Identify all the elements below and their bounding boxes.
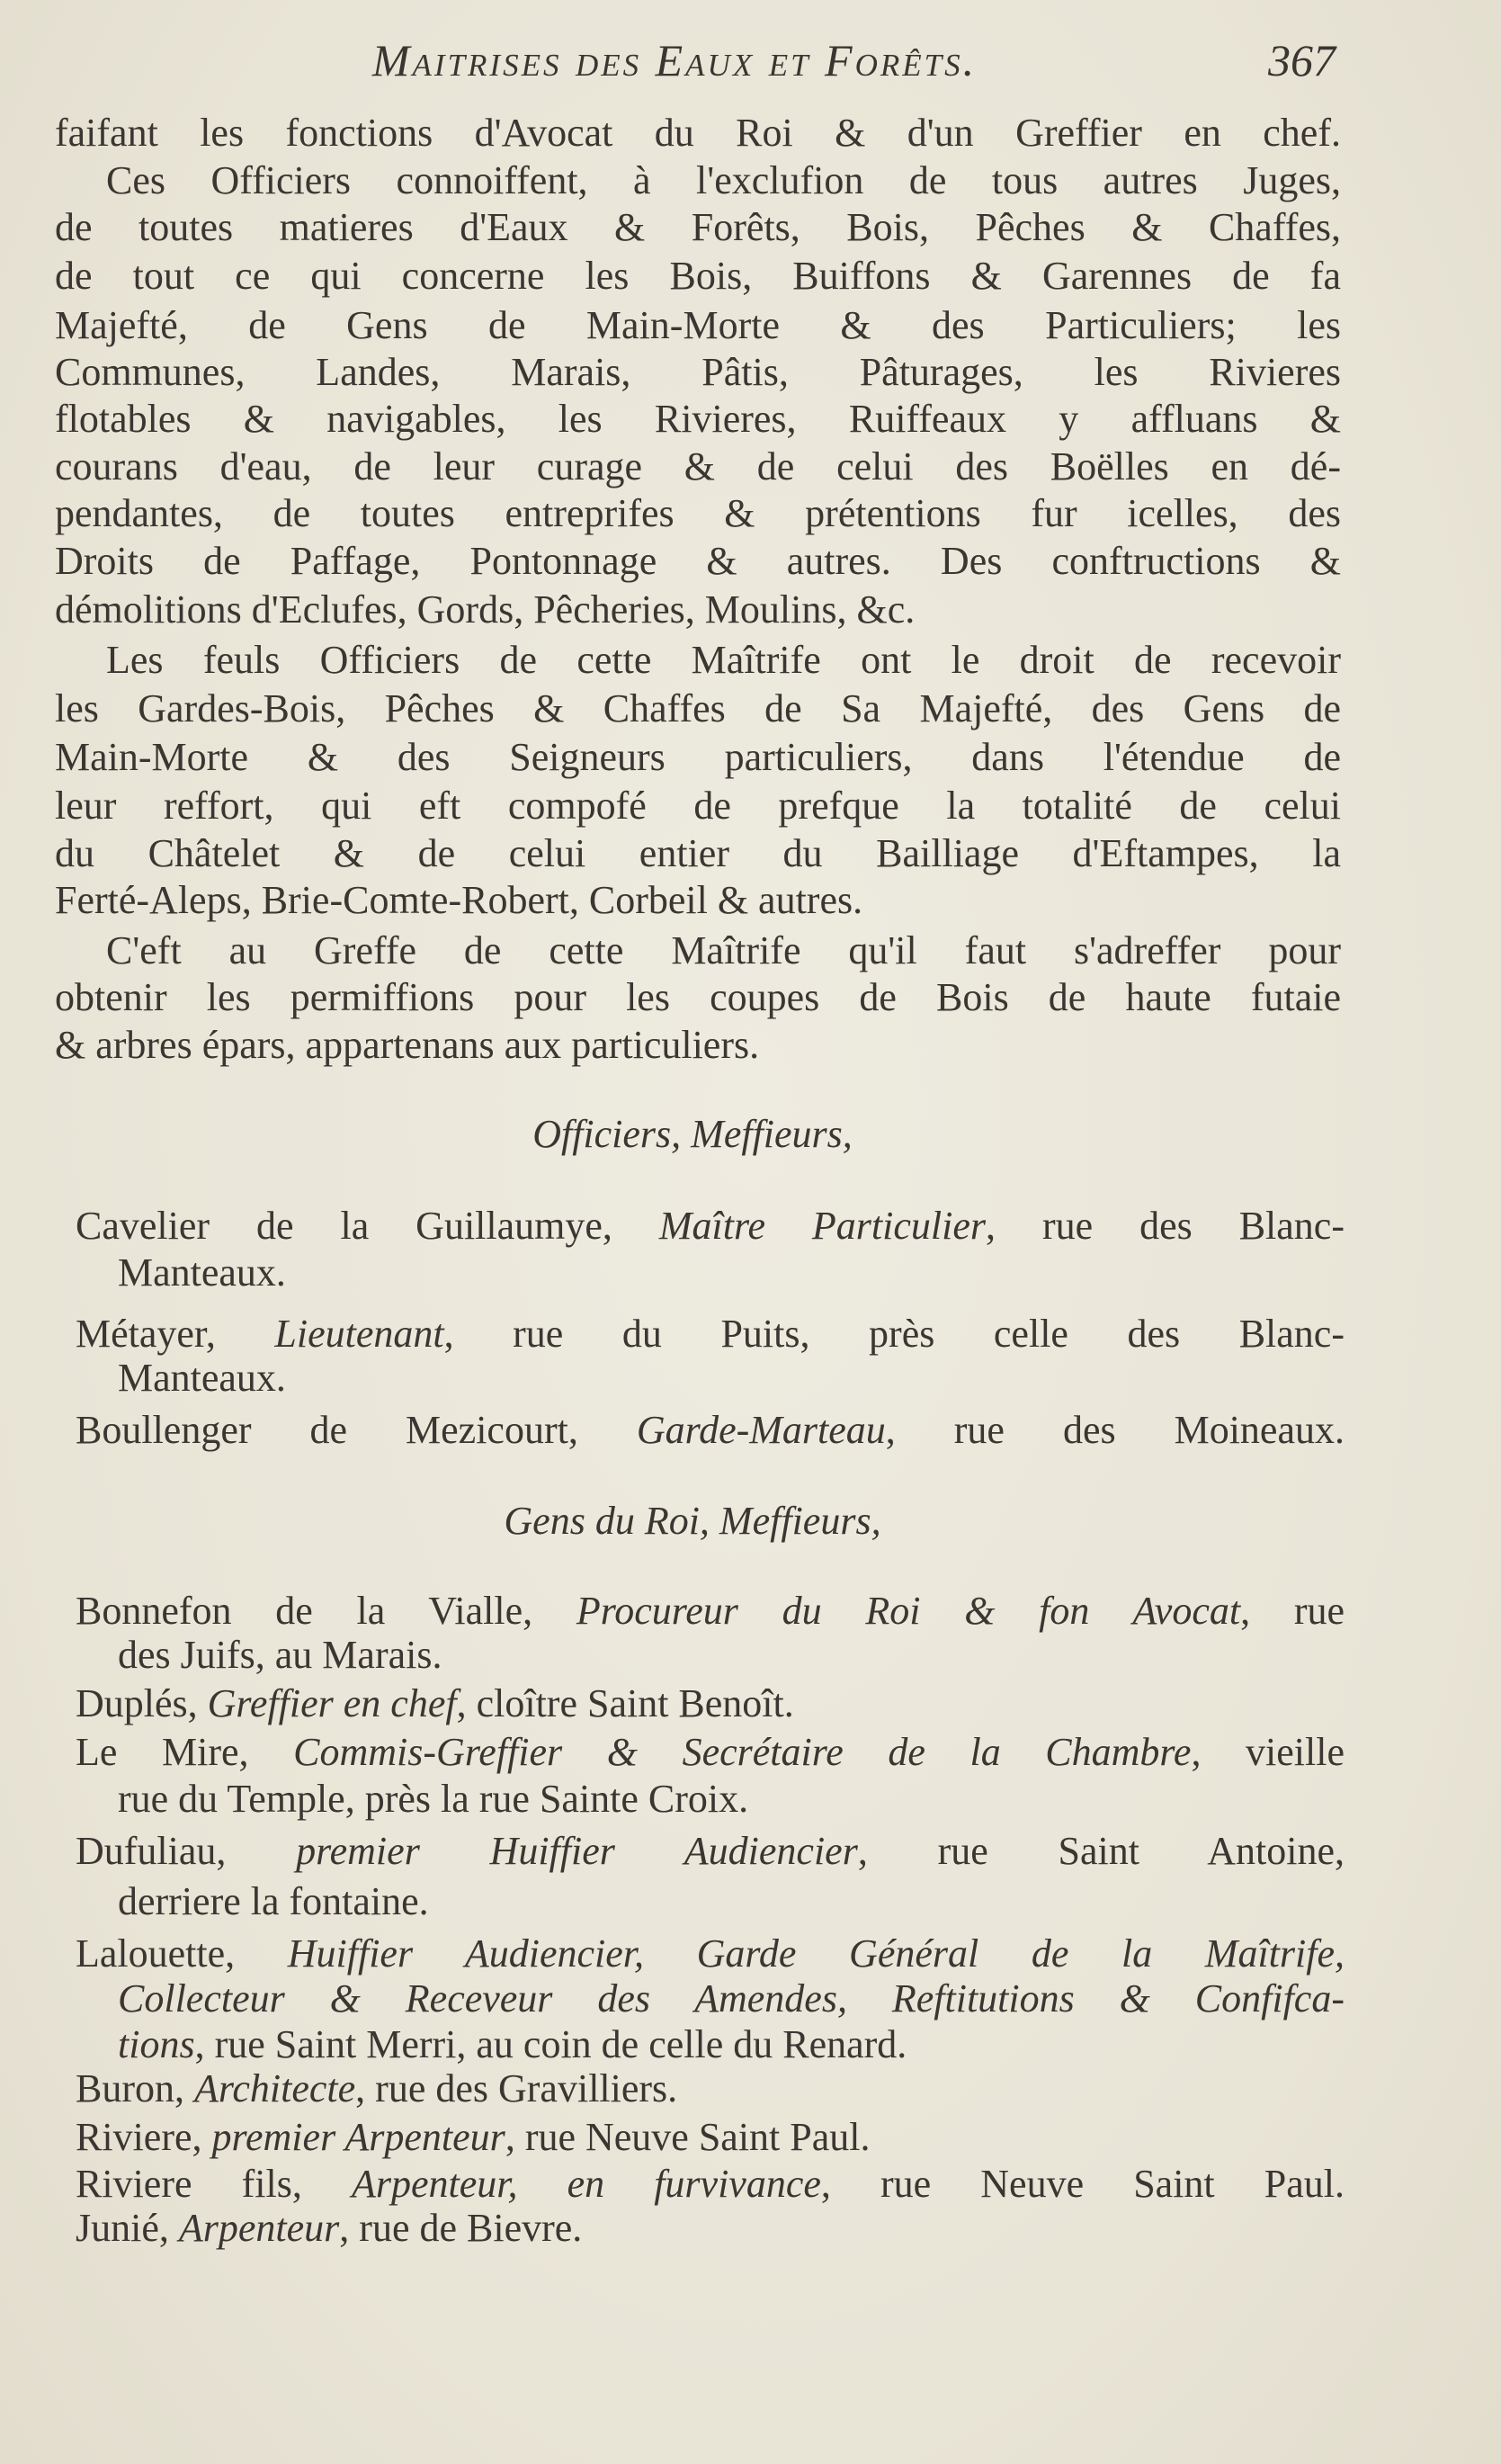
text: & arbres épars, appartenans aux particuliers.: [55, 1023, 760, 1067]
paragraph-line: [55, 303, 1341, 348]
text: , rue du Puits, près celle des Blanc-: [443, 1312, 1345, 1356]
italic-text: Huiffier Audiencier, Garde Général de la Maîtrife,: [287, 1931, 1345, 1976]
text: Les feuls Officiers de cette Maîtrife ont le droit de recevoir: [106, 638, 1341, 682]
text: des Juifs, au Marais.: [118, 1633, 442, 1677]
directory-entry-line: [76, 1204, 1345, 1249]
text: Le Mire,: [76, 1730, 294, 1774]
text: Ces Officiers connoiffent, à l'exclufion de tous autres Juges,: [106, 158, 1341, 202]
text: Cavelier de la Guillaumye,: [76, 1204, 659, 1248]
paragraph-line: [55, 878, 1341, 923]
directory-entry-line: [76, 2162, 1345, 2207]
text: faifant les fonctions d'Avocat du Roi & d'un Greffier en chef.: [55, 111, 1341, 155]
directory-entry-line: [76, 1312, 1345, 1357]
text: , rue des Blanc-: [986, 1204, 1345, 1248]
paragraph-line: [55, 587, 1341, 632]
paragraph-line: [55, 491, 1341, 536]
paragraph-line: [55, 444, 1341, 489]
paragraph-line: [55, 111, 1341, 156]
paragraph-line: [106, 638, 1341, 683]
italic-text: Arpenteur, en furvivance: [351, 2162, 821, 2206]
paragraph-line: [55, 975, 1341, 1020]
text: C'eft au Greffe de cette Maîtrife qu'il faut s'adreffer pour: [106, 928, 1341, 972]
directory-entry-line: [76, 1931, 1345, 1976]
text: rue du Temple, près la rue Sainte Croix.: [118, 1777, 749, 1821]
paragraph-line: [55, 784, 1341, 829]
directory-entry-line: [118, 2022, 1345, 2067]
directory-entry-line: [118, 1976, 1345, 2021]
paragraph-line: [55, 205, 1341, 250]
text: , cloître Saint Benoît.: [456, 1681, 794, 1725]
paragraph-line: [55, 831, 1341, 876]
italic-text: Officiers, Meffieurs,: [532, 1112, 853, 1156]
text: Riviere fils,: [76, 2162, 352, 2206]
text: de tout ce qui concerne les Bois, Buiffons & Garennes de fa: [55, 254, 1341, 298]
italic-text: Garde-Marteau: [636, 1408, 886, 1452]
text: Riviere,: [76, 2115, 212, 2159]
text: Dufuliau,: [76, 1829, 297, 1873]
directory-entry-line: [76, 2115, 1345, 2160]
text: pendantes, de toutes entreprifes & prétentions fur icelles, des: [55, 491, 1341, 535]
paragraph-line: [55, 539, 1341, 584]
directory-entry-line: [118, 1777, 1345, 1822]
text: , vieille: [1191, 1730, 1345, 1774]
text: Bonnefon de la Vialle,: [76, 1589, 576, 1633]
running-header: [0, 34, 1501, 88]
text: courans d'eau, de leur curage & de celui des Boëlles en dé-: [55, 444, 1341, 488]
text: Boullenger de Mezicourt,: [76, 1408, 637, 1452]
text: flotables & navigables, les Rivieres, Ruiffeaux y affluans &: [55, 397, 1341, 441]
text: de toutes matieres d'Eaux & Forêts, Bois, Pêches & Chaffes,: [55, 205, 1341, 249]
running-title: Maitrises des Eaux et Forêts.: [371, 35, 978, 85]
paragraph-line: [55, 350, 1341, 395]
text: Métayer,: [76, 1312, 275, 1356]
italic-text: premier Huiffier Audiencier: [296, 1829, 858, 1873]
section-heading: [270, 1112, 1115, 1157]
italic-text: tions: [118, 2022, 195, 2066]
italic-text: Arpenteur: [178, 2206, 340, 2250]
directory-entry-line: [76, 1681, 1345, 1726]
directory-entry-line: [76, 1829, 1345, 1874]
section-heading: [270, 1499, 1115, 1544]
text: démolitions d'Eclufes, Gords, Pêcheries, Moulins, &c.: [55, 587, 916, 632]
text: Droits de Paffage, Pontonnage & autres. Des conftructions &: [55, 539, 1341, 583]
italic-text: Greffier en chef: [207, 1681, 457, 1725]
italic-text: Procureur du Roi & fon Avocat: [576, 1589, 1241, 1633]
directory-entry-line: [118, 1879, 1345, 1924]
text: derriere la fontaine.: [118, 1879, 429, 1923]
text: , rue de Bievre.: [339, 2206, 583, 2250]
italic-text: Collecteur & Receveur des Amendes, Reftitutions & Confifca-: [118, 1976, 1345, 2020]
italic-text: Commis-Greffier & Secrétaire de la Chambre: [293, 1730, 1192, 1774]
italic-text: Gens du Roi, Meffieurs,: [504, 1499, 881, 1543]
text: Buron,: [76, 2066, 194, 2110]
directory-entry-line: [76, 2066, 1345, 2111]
text: Duplés,: [76, 1681, 208, 1725]
text: du Châtelet & de celui entier du Bailliage d'Eftampes, la: [55, 831, 1341, 875]
text: Manteaux.: [118, 1250, 286, 1295]
text: Main-Morte & des Seigneurs particuliers, dans l'étendue de: [55, 735, 1341, 779]
text: obtenir les permiffions pour les coupes de Bois de haute futaie: [55, 975, 1341, 1019]
text: , rue Neuve Saint Paul.: [820, 2162, 1345, 2206]
text: , rue: [1240, 1589, 1345, 1633]
text: Lalouette,: [76, 1931, 288, 1976]
directory-entry-line: [76, 1730, 1345, 1775]
text: Junié,: [76, 2206, 179, 2250]
directory-entry-line: [118, 1250, 1345, 1295]
text: les Gardes-Bois, Pêches & Chaffes de Sa Majefté, des Gens de: [55, 686, 1341, 730]
text: Manteaux.: [118, 1356, 286, 1400]
directory-entry-line: [118, 1633, 1345, 1678]
text: leur reffort, qui eft compofé de prefque la totalité de celui: [55, 784, 1341, 828]
paragraph-line: [55, 254, 1341, 299]
paragraph-line: [106, 928, 1341, 973]
text: Communes, Landes, Marais, Pâtis, Pâturages, les Rivieres: [55, 350, 1341, 394]
paragraph-line: [55, 686, 1341, 731]
directory-entry-line: [118, 1356, 1345, 1401]
text: , rue Saint Antoine,: [857, 1829, 1345, 1873]
italic-text: Architecte: [194, 2066, 356, 2110]
italic-text: Lieutenant: [274, 1312, 444, 1356]
text: Majefté, de Gens de Main-Morte & des Particuliers; les: [55, 303, 1341, 347]
italic-text: premier Arpenteur: [211, 2115, 505, 2159]
text: , rue des Gravilliers.: [355, 2066, 678, 2110]
paragraph-line: [55, 735, 1341, 780]
text: , rue des Moineaux.: [885, 1408, 1345, 1452]
text: , rue Saint Merri, au coin de celle du Renard.: [194, 2022, 907, 2066]
paragraph-line: [55, 1023, 1341, 1068]
directory-entry-line: [76, 1589, 1345, 1634]
paragraph-line: [55, 397, 1341, 442]
text: Ferté-Aleps, Brie-Comte-Robert, Corbeil & autres.: [55, 878, 863, 922]
directory-entry-line: [76, 2206, 1345, 2251]
text: , rue Neuve Saint Paul.: [505, 2115, 871, 2159]
italic-text: Maître Particulier: [658, 1204, 987, 1248]
directory-entry-line: [76, 1408, 1345, 1453]
paragraph-line: [106, 158, 1341, 203]
page-number: 367: [1268, 35, 1336, 85]
